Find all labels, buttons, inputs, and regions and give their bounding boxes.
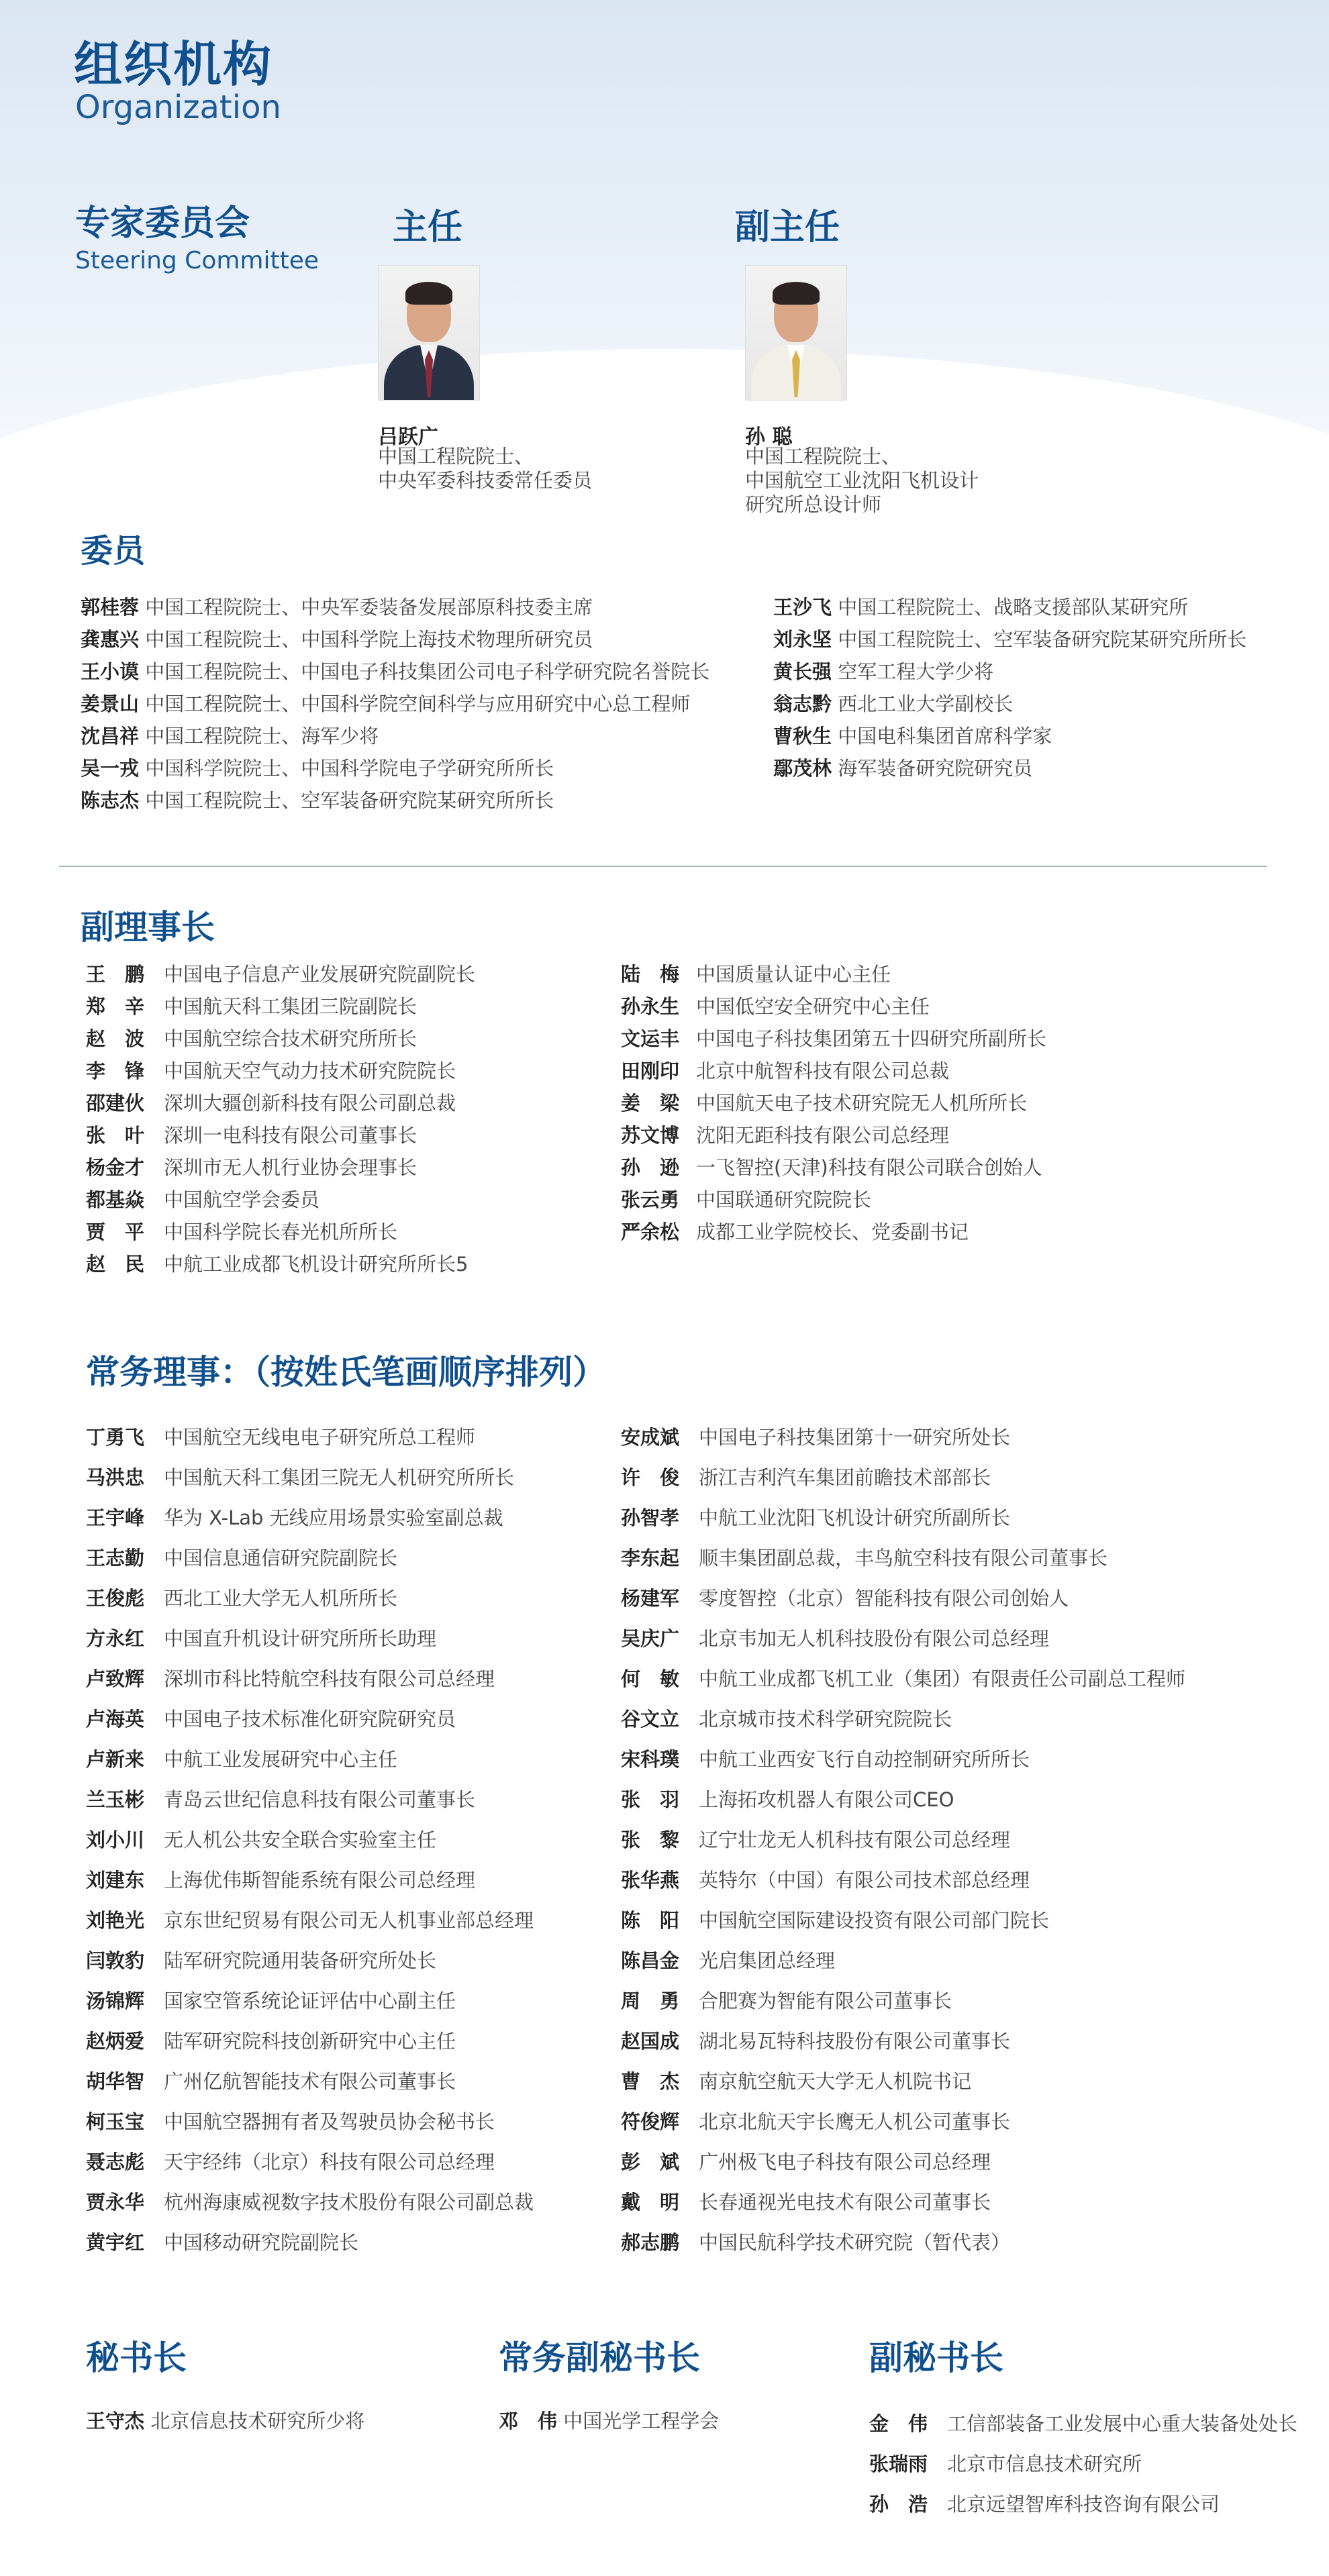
- executive-deputy-row: [499, 2409, 719, 2433]
- person-desc: 中航工业成都飞机工业（集团）有限责任公司副总工程师: [699, 1667, 1186, 1690]
- person-desc: 中国航空器拥有者及驾驶员协会秘书长: [164, 2110, 495, 2133]
- vice-chairman-row: [621, 994, 930, 1019]
- executive-row: [86, 1788, 475, 1812]
- vice-chairman-row: [621, 1091, 1027, 1115]
- person-name: 张 羽: [621, 1788, 680, 1811]
- person-desc: 中国电子技术标准化研究院研究员: [164, 1708, 456, 1731]
- person-name: 严余松: [621, 1221, 680, 1243]
- executive-row: [86, 1667, 495, 1691]
- vice-chair-desc-line: 中国工程院院士、: [745, 445, 901, 468]
- vice-chairman-row: [86, 1123, 417, 1147]
- vice-chairmen-title: 副理事长: [81, 908, 215, 947]
- person-name: 刘艳光: [86, 1909, 145, 1932]
- person-desc: 光启集团总经理: [699, 1949, 836, 1972]
- person-name: 王守杰: [86, 2410, 145, 2432]
- person-desc: 顺丰集团副总裁，丰鸟航空科技有限公司董事长: [699, 1547, 1108, 1569]
- member-name: 郭桂蓉: [81, 596, 140, 619]
- executive-row: [86, 2150, 495, 2174]
- vice-chair-name: 孙 聪: [745, 425, 793, 449]
- person-name: 孙 逊: [621, 1156, 680, 1179]
- member-row: [81, 724, 379, 748]
- person-name: 兰玉彬: [86, 1788, 145, 1811]
- vice-chairman-row: [86, 1027, 417, 1051]
- person-desc: 成都工业学院校长、党委副书记: [696, 1221, 969, 1243]
- member-row: [81, 692, 690, 716]
- person-desc: 中国移动研究院副院长: [164, 2231, 359, 2254]
- executive-row: [621, 1908, 1049, 1933]
- person-name: 陈昌金: [621, 1949, 680, 1972]
- person-desc: 北京远望智库科技咨询有限公司: [947, 2493, 1220, 2516]
- person-desc: 合肥赛为智能有限公司董事长: [699, 1990, 952, 2012]
- person-name: 张 黎: [621, 1828, 680, 1851]
- executive-row: [86, 1747, 397, 1771]
- executive-row: [621, 1868, 1030, 1892]
- member-desc: 空军工程大学少将: [838, 660, 994, 683]
- person-desc: 南京航空航天大学无人机院书记: [699, 2070, 972, 2093]
- executive-row: [86, 2230, 358, 2255]
- member-desc: 中国工程院院士、中国科学院空间科学与应用研究中心总工程师: [145, 692, 691, 715]
- member-desc: 中国电科集团首席科学家: [838, 725, 1052, 748]
- person-desc: 湖北易瓦特科技股份有限公司董事长: [699, 2030, 1011, 2053]
- chair-photo: [378, 265, 480, 401]
- member-name: 鄢茂林: [773, 757, 832, 780]
- background-curve: [0, 349, 1329, 752]
- page-subtitle: Organization: [75, 89, 281, 126]
- person-name: 田刚印: [621, 1060, 680, 1082]
- member-name: 沈昌祥: [81, 725, 140, 748]
- person-name: 杨建军: [621, 1587, 680, 1610]
- page-title: 组织机构: [74, 36, 273, 93]
- executive-row: [86, 1989, 456, 2013]
- person-name: 郑 辛: [86, 995, 145, 1018]
- person-name: 杨金才: [86, 1156, 145, 1179]
- person-desc: 无人机公共安全联合实验室主任: [164, 1828, 437, 1851]
- member-row: [773, 627, 1246, 652]
- vice-chairman-row: [621, 962, 891, 986]
- person-desc: 杭州海康威视数字技术股份有限公司副总裁: [164, 2191, 534, 2214]
- person-name: 汤锦辉: [86, 1990, 145, 2012]
- person-name: 符俊辉: [621, 2110, 680, 2133]
- person-name: 卢海英: [86, 1708, 145, 1731]
- executive-row: [621, 1586, 1069, 1610]
- person-desc: 一飞智控(天津)科技有限公司联合创始人: [696, 1156, 1042, 1179]
- person-desc: 广州极飞电子科技有限公司总经理: [699, 2151, 991, 2173]
- member-name: 陈志杰: [81, 789, 140, 812]
- person-name: 何 敏: [621, 1667, 680, 1690]
- section-divider: [59, 866, 1267, 867]
- members-title: 委员: [81, 532, 146, 570]
- person-desc: 中国航空国际建设投资有限公司部门院长: [699, 1909, 1050, 1932]
- person-name: 赵 民: [86, 1253, 145, 1276]
- person-desc: 中国航空无线电电子研究所总工程师: [164, 1426, 476, 1449]
- person-name: 赵国成: [621, 2030, 680, 2053]
- executive-row: [86, 1627, 436, 1651]
- person-name: 都基焱: [86, 1188, 145, 1211]
- executive-row: [86, 1828, 436, 1852]
- executive-row: [86, 2029, 456, 2053]
- member-desc: 中国工程院院士、空军装备研究院某研究所所长: [838, 628, 1247, 651]
- person-desc: 广州亿航智能技术有限公司董事长: [164, 2070, 456, 2093]
- executive-row: [621, 1425, 1010, 1449]
- member-row: [773, 660, 993, 684]
- person-desc: 北京信息技术研究所少将: [150, 2410, 365, 2432]
- person-name: 宋科璞: [621, 1748, 680, 1771]
- person-name: 刘小川: [86, 1828, 145, 1851]
- person-name: 张瑞雨: [869, 2453, 928, 2475]
- member-row: [81, 788, 554, 813]
- person-name: 孙永生: [621, 995, 680, 1018]
- person-name: 曹 杰: [621, 2070, 680, 2093]
- person-name: 赵炳爱: [86, 2030, 145, 2053]
- person-desc: 浙江吉利汽车集团前瞻技术部部长: [699, 1466, 991, 1489]
- vice-chair-photo: [745, 265, 847, 401]
- person-name: 张云勇: [621, 1188, 680, 1211]
- person-name: 金 伟: [869, 2412, 928, 2435]
- person-name: 丁勇飞: [86, 1426, 145, 1449]
- person-desc: 上海拓攻机器人有限公司CEO: [699, 1788, 954, 1811]
- person-name: 文运丰: [621, 1027, 680, 1050]
- vice-chairman-row: [86, 962, 475, 986]
- executive-row: [621, 1989, 952, 2013]
- vice-chairman-row: [86, 1059, 456, 1083]
- person-name: 柯玉宝: [86, 2110, 145, 2133]
- executive-row: [621, 2190, 991, 2214]
- member-name: 吴一戎: [81, 757, 140, 780]
- person-desc: 北京市信息技术研究所: [947, 2453, 1142, 2475]
- person-name: 贾 平: [86, 1221, 145, 1243]
- member-name: 王沙飞: [773, 596, 832, 619]
- person-desc: 中航工业西安飞行自动控制研究所所长: [699, 1748, 1030, 1771]
- deputy-secretary-row: [869, 2412, 1297, 2436]
- person-name: 方永红: [86, 1627, 145, 1650]
- person-name: 王俊彪: [86, 1587, 145, 1610]
- executive-row: [86, 1465, 514, 1490]
- person-name: 周 勇: [621, 1990, 680, 2012]
- person-desc: 中国质量认证中心主任: [696, 963, 891, 986]
- member-name: 龚惠兴: [81, 628, 140, 651]
- person-name: 王志勤: [86, 1547, 145, 1569]
- member-row: [81, 627, 593, 652]
- executive-deputy-title: 常务副秘书长: [499, 2338, 700, 2377]
- executive-row: [621, 1788, 954, 1812]
- person-desc: 工信部装备工业发展中心重大装备处处长: [947, 2412, 1298, 2435]
- person-desc: 中国电子信息产业发展研究院副院长: [164, 963, 476, 986]
- executive-row: [621, 2029, 1010, 2053]
- person-name: 谷文立: [621, 1708, 680, 1731]
- chair-heading: 主任: [393, 207, 463, 248]
- person-desc: 陆军研究院通用装备研究所处长: [164, 1949, 437, 1972]
- person-desc: 中国信息通信研究院副院长: [164, 1547, 398, 1569]
- person-desc: 中航工业发展研究中心主任: [164, 1748, 398, 1771]
- person-name: 陈 阳: [621, 1909, 680, 1932]
- vice-chairman-row: [86, 1220, 397, 1244]
- person-desc: 深圳市科比特航空科技有限公司总经理: [164, 1667, 495, 1690]
- person-desc: 中国科学院长春光机所所长: [164, 1221, 398, 1243]
- person-name: 聂志彪: [86, 2151, 145, 2173]
- member-row: [773, 756, 1032, 780]
- executive-row: [86, 1707, 456, 1731]
- person-name: 张 叶: [86, 1124, 145, 1147]
- vice-chairman-row: [86, 1188, 319, 1212]
- secretary-general-title: 秘书长: [86, 2338, 187, 2377]
- person-desc: 中国低空安全研究中心主任: [696, 995, 930, 1018]
- member-name: 翁志黔: [773, 692, 832, 715]
- person-name: 苏文博: [621, 1124, 680, 1147]
- member-desc: 海军装备研究院研究员: [838, 757, 1033, 780]
- vice-chair-desc-line: 研究所总设计师: [745, 493, 882, 516]
- person-name: 彭 斌: [621, 2151, 680, 2173]
- person-desc: 辽宁壮龙无人机科技有限公司总经理: [699, 1828, 1011, 1851]
- person-name: 安成斌: [621, 1426, 680, 1449]
- executive-row: [621, 1627, 1049, 1651]
- person-name: 戴 明: [621, 2191, 680, 2214]
- steering-committee-title: 专家委员会: [75, 203, 250, 244]
- person-name: 邓 伟: [499, 2410, 558, 2432]
- vice-chair-heading: 副主任: [735, 207, 840, 248]
- person-desc: 长春通视光电技术有限公司董事长: [699, 2191, 991, 2214]
- person-name: 马洪忠: [86, 1466, 145, 1489]
- deputy-secretary-row: [869, 2492, 1220, 2516]
- person-desc: 西北工业大学无人机所所长: [164, 1587, 398, 1610]
- vice-chairman-row: [621, 1123, 949, 1147]
- person-name: 赵 波: [86, 1027, 145, 1050]
- person-desc: 深圳大疆创新科技有限公司副总裁: [164, 1092, 456, 1115]
- person-desc: 华为 X-Lab 无线应用场景实验室副总裁: [164, 1506, 503, 1529]
- executive-row: [86, 2069, 456, 2094]
- person-desc: 中国联通研究院院长: [696, 1188, 872, 1211]
- secretary-general-row: [86, 2409, 364, 2433]
- person-name: 黄宇红: [86, 2231, 145, 2254]
- person-desc: 中国电子科技集团第五十四研究所副所长: [696, 1027, 1047, 1050]
- person-name: 张华燕: [621, 1869, 680, 1892]
- person-name: 闫敦豹: [86, 1949, 145, 1972]
- person-desc: 中国光学工程学会: [563, 2410, 720, 2432]
- member-desc: 中国工程院院士、战略支援部队某研究所: [838, 596, 1189, 619]
- executive-row: [86, 1586, 397, 1610]
- person-desc: 英特尔（中国）有限公司技术部总经理: [699, 1869, 1030, 1892]
- person-name: 卢新来: [86, 1748, 145, 1771]
- executive-row: [621, 1506, 1010, 1530]
- member-row: [81, 756, 554, 780]
- deputy-secretary-title: 副秘书长: [869, 2338, 1003, 2377]
- executive-row: [86, 1546, 397, 1570]
- executive-row: [621, 1707, 952, 1731]
- vice-chairman-row: [86, 1252, 468, 1276]
- member-name: 刘永坚: [773, 628, 832, 651]
- executive-row: [621, 1828, 1010, 1852]
- person-name: 贾永华: [86, 2191, 145, 2214]
- executive-row: [621, 1667, 1185, 1691]
- person-desc: 北京城市技术科学研究院院长: [699, 1708, 952, 1731]
- person-desc: 陆军研究院科技创新研究中心主任: [164, 2030, 456, 2053]
- chair-desc-line: 中央军委科技委常任委员: [378, 469, 593, 492]
- person-desc: 国家空管系统论证评估中心副主任: [164, 1990, 456, 2012]
- person-desc: 中国航空综合技术研究所所长: [164, 1027, 417, 1050]
- executive-row: [86, 1868, 475, 1892]
- person-desc: 中国电子科技集团第十一研究所处长: [699, 1426, 1011, 1449]
- member-desc: 中国工程院院士、中国科学院上海技术物理所研究员: [145, 628, 593, 651]
- executive-row: [621, 2069, 971, 2094]
- person-name: 王 鹏: [86, 963, 145, 986]
- deputy-secretary-row: [869, 2452, 1142, 2476]
- person-desc: 北京韦加无人机科技股份有限公司总经理: [699, 1627, 1050, 1650]
- member-row: [81, 660, 709, 684]
- executive-directors-title: 常务理事：（按姓氏笔画顺序排列）: [86, 1353, 606, 1392]
- person-desc: 中国航空学会委员: [164, 1188, 320, 1211]
- person-name: 胡华智: [86, 2070, 145, 2093]
- person-desc: 中国航天科工集团三院无人机研究所所长: [164, 1466, 515, 1489]
- person-name: 王宇峰: [86, 1506, 145, 1529]
- person-desc: 中航工业成都飞机设计研究所所长5: [164, 1253, 469, 1276]
- member-desc: 中国工程院院士、中央军委装备发展部原科技委主席: [145, 596, 593, 619]
- vice-chairman-row: [621, 1188, 871, 1212]
- executive-row: [621, 1949, 835, 1973]
- person-name: 许 俊: [621, 1466, 680, 1489]
- member-desc: 西北工业大学副校长: [838, 692, 1014, 715]
- person-desc: 天宇经纬（北京）科技有限公司总经理: [164, 2151, 495, 2173]
- vice-chairman-row: [86, 994, 417, 1019]
- vice-chairman-row: [621, 1155, 1042, 1180]
- vice-chairman-row: [621, 1059, 949, 1083]
- person-desc: 中国航天空气动力技术研究院院长: [164, 1060, 456, 1082]
- person-desc: 上海优伟斯智能系统有限公司总经理: [164, 1869, 476, 1892]
- person-name: 李 锋: [86, 1060, 145, 1082]
- executive-row: [86, 1908, 534, 1933]
- member-row: [81, 595, 593, 619]
- chair-name: 吕跃广: [378, 425, 438, 449]
- person-name: 吴庆广: [621, 1627, 680, 1650]
- executive-row: [621, 2110, 1010, 2134]
- vice-chairman-row: [86, 1091, 456, 1115]
- person-desc: 中国航天电子技术研究院无人机所所长: [696, 1092, 1028, 1115]
- person-name: 卢致辉: [86, 1667, 145, 1690]
- person-name: 郝志鹏: [621, 2231, 680, 2254]
- member-name: 曹秋生: [773, 725, 832, 748]
- person-desc: 北京北航天宇长鹰无人机公司董事长: [699, 2110, 1011, 2133]
- executive-row: [621, 2230, 1010, 2255]
- executive-row: [86, 1949, 436, 1973]
- vice-chairman-row: [86, 1155, 417, 1180]
- person-desc: 京东世纪贸易有限公司无人机事业部总经理: [164, 1909, 534, 1932]
- executive-row: [86, 2190, 534, 2214]
- member-name: 黄长强: [773, 660, 832, 683]
- member-desc: 中国工程院院士、空军装备研究院某研究所所长: [145, 789, 554, 812]
- executive-row: [86, 1506, 503, 1530]
- person-desc: 北京中航智科技有限公司总裁: [696, 1060, 950, 1082]
- person-name: 李东起: [621, 1547, 680, 1569]
- person-desc: 沈阳无距科技有限公司总经理: [696, 1124, 950, 1147]
- person-name: 孙 浩: [869, 2493, 928, 2516]
- member-desc: 中国工程院院士、中国电子科技集团公司电子科学研究院名誉院长: [145, 660, 710, 683]
- vice-chair-desc-line: 中国航空工业沈阳飞机设计: [745, 469, 979, 492]
- person-desc: 深圳市无人机行业协会理事长: [164, 1156, 417, 1179]
- member-row: [773, 692, 1013, 716]
- executive-row: [621, 1546, 1108, 1570]
- person-desc: 中国民航科学技术研究院（暂代表）: [699, 2231, 1011, 2254]
- person-desc: 中国航天科工集团三院副院长: [164, 995, 417, 1018]
- vice-chairman-row: [621, 1220, 969, 1244]
- member-name: 姜景山: [81, 692, 140, 715]
- executive-row: [621, 1747, 1030, 1771]
- member-desc: 中国工程院院士、海军少将: [145, 725, 379, 748]
- member-row: [773, 595, 1188, 619]
- vice-chairman-row: [621, 1027, 1046, 1051]
- executive-row: [86, 2110, 495, 2134]
- person-desc: 零度智控（北京）智能科技有限公司创始人: [699, 1587, 1069, 1610]
- person-name: 孙智孝: [621, 1506, 680, 1529]
- person-name: 陆 梅: [621, 963, 680, 986]
- person-name: 姜 梁: [621, 1092, 680, 1115]
- person-desc: 青岛云世纪信息科技有限公司董事长: [164, 1788, 476, 1811]
- executive-row: [621, 1465, 991, 1490]
- chair-desc-line: 中国工程院院士、: [378, 445, 534, 468]
- person-desc: 中航工业沈阳飞机设计研究所副所长: [699, 1506, 1011, 1529]
- person-name: 邵建伙: [86, 1092, 145, 1115]
- executive-row: [621, 2150, 991, 2174]
- person-desc: 深圳一电科技有限公司董事长: [164, 1124, 417, 1147]
- steering-committee-subtitle: Steering Committee: [75, 247, 319, 274]
- member-row: [773, 724, 1052, 748]
- person-name: 刘建东: [86, 1869, 145, 1892]
- executive-row: [86, 1425, 475, 1449]
- person-desc: 中国直升机设计研究所所长助理: [164, 1627, 437, 1650]
- member-name: 王小谟: [81, 660, 140, 683]
- member-desc: 中国科学院院士、中国科学院电子学研究所所长: [145, 757, 554, 780]
